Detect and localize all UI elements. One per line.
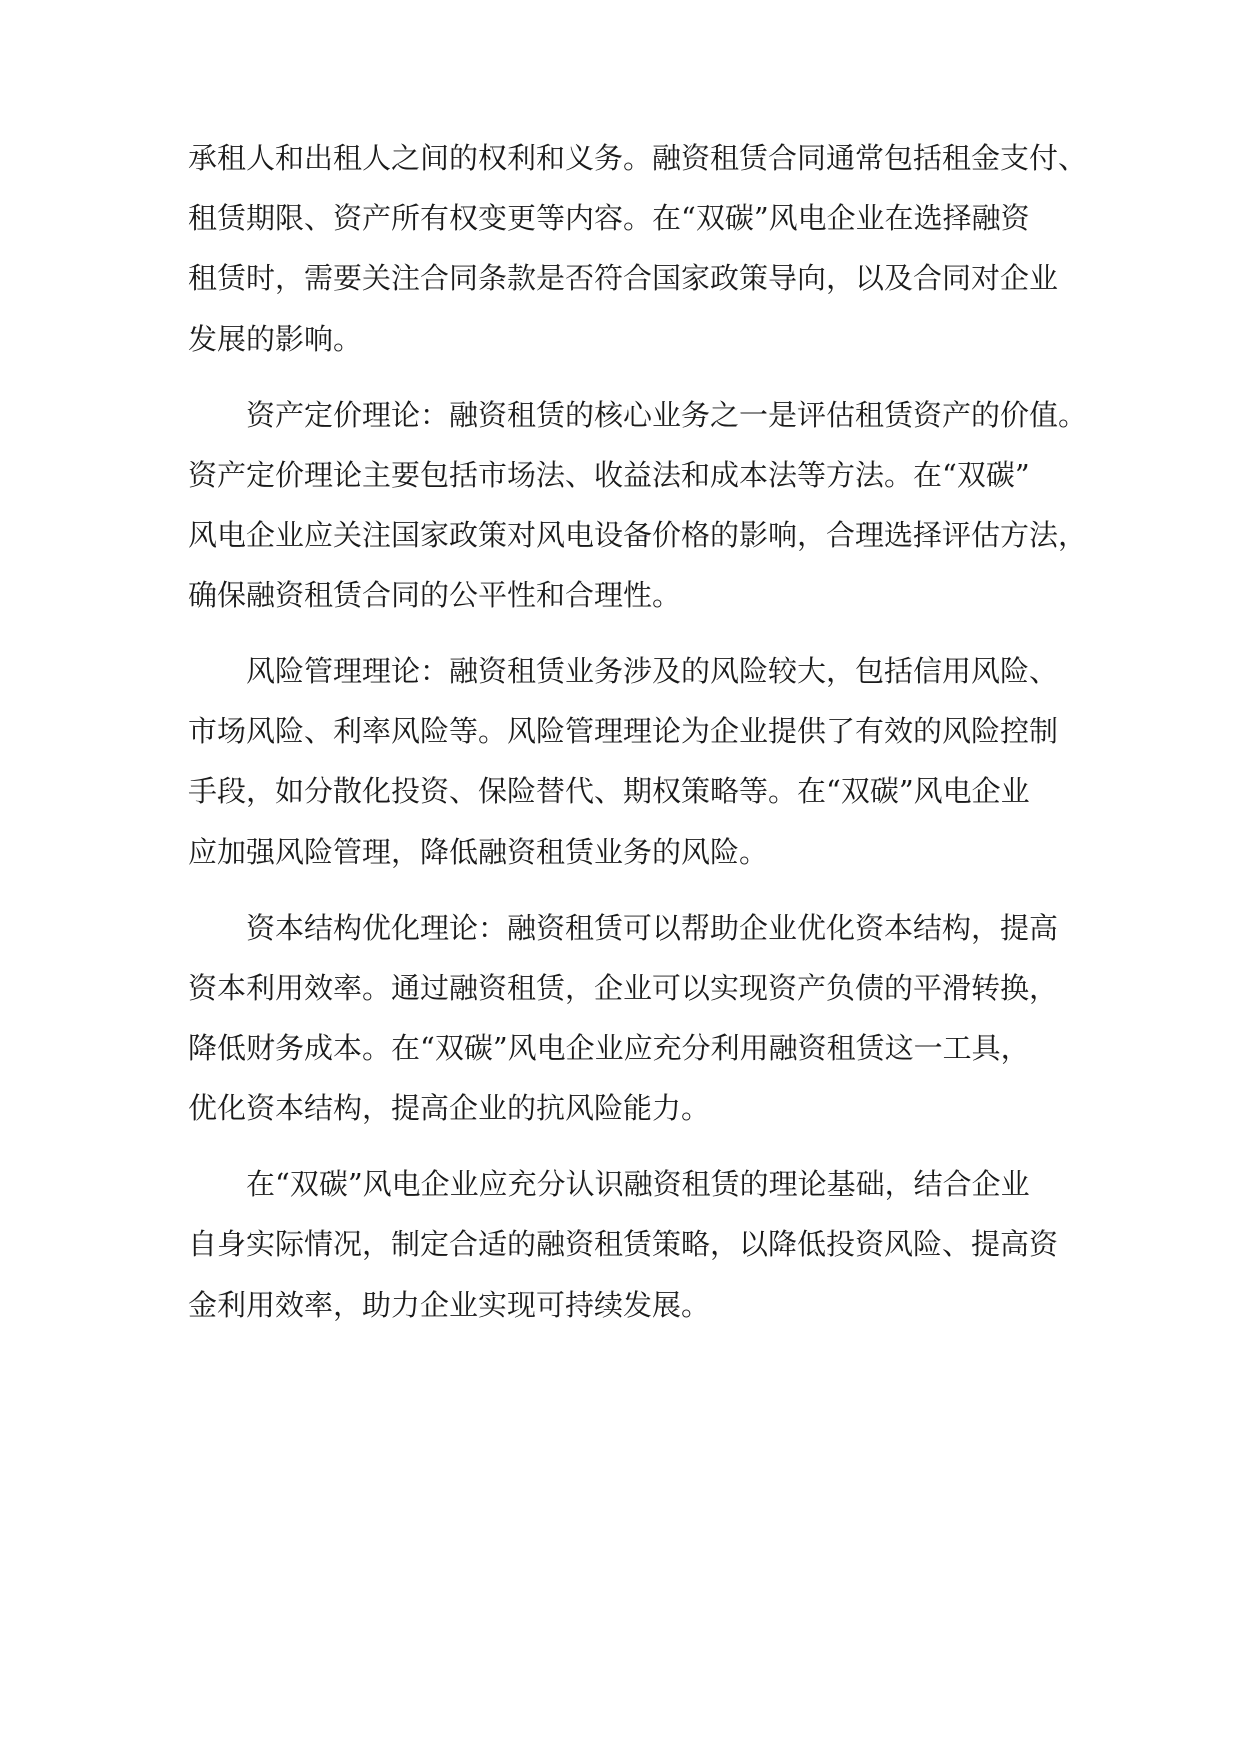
paragraph-gap [188, 625, 1088, 641]
text-line: 资本结构优化理论：融资租赁可以帮助企业优化资本结构，提高 [246, 910, 1059, 945]
text-line: 降低财务成本。在“双碳”风电企业应充分利用融资租赁这一工具， [188, 1031, 1030, 1066]
text-line: 应加强风险管理，降低融资租赁业务的风险。 [188, 834, 769, 869]
paragraph-capital-structure [188, 898, 1088, 1139]
paragraph-asset-pricing [188, 385, 1088, 626]
text-line: 资产定价理论：融资租赁的核心业务之一是评估租赁资产的价值。 [246, 397, 1088, 432]
text-line: 风电企业应关注国家政策对风电设备价格的影响，合理选择评估方法， [188, 517, 1088, 552]
paragraph-gap [188, 369, 1088, 385]
text-line: 租赁期限、资产所有权变更等内容。在“双碳”风电企业在选择融资 [188, 201, 1030, 236]
text-line: 优化资本结构，提高企业的抗风险能力。 [188, 1091, 711, 1126]
paragraph-gap [188, 1138, 1088, 1154]
text-line: 承租人和出租人之间的权利和义务。融资租赁合同通常包括租金支付、 [188, 141, 1088, 175]
text-line: 租赁时，需要关注合同条款是否符合国家政策导向，以及合同对企业 [188, 261, 1059, 296]
text-line: 资产定价理论主要包括市场法、收益法和成本法等方法。在“双碳” [188, 457, 1030, 492]
body-text [188, 128, 1088, 1335]
text-line: 金利用效率，助力企业实现可持续发展。 [188, 1287, 711, 1322]
paragraph-contract-continuation [188, 128, 1088, 369]
paragraph-risk-management [188, 641, 1088, 882]
text-line: 确保融资租赁合同的公平性和合理性。 [188, 578, 682, 613]
text-line: 风险管理理论：融资租赁业务涉及的风险较大，包括信用风险、 [246, 654, 1059, 689]
text-line: 发展的影响。 [188, 321, 363, 356]
text-line: 自身实际情况，制定合适的融资租赁策略，以降低投资风险、提高资 [188, 1227, 1059, 1262]
text-line: 手段，如分散化投资、保险替代、期权策略等。在“双碳”风电企业 [188, 774, 1030, 809]
paragraph-conclusion [188, 1154, 1088, 1335]
text-line: 在“双碳”风电企业应充分认识融资租赁的理论基础，结合企业 [246, 1167, 1030, 1202]
paragraph-gap [188, 882, 1088, 898]
text-line: 市场风险、利率风险等。风险管理理论为企业提供了有效的风险控制 [188, 714, 1059, 749]
text-line: 资本利用效率。通过融资租赁，企业可以实现资产负债的平滑转换， [188, 970, 1059, 1005]
